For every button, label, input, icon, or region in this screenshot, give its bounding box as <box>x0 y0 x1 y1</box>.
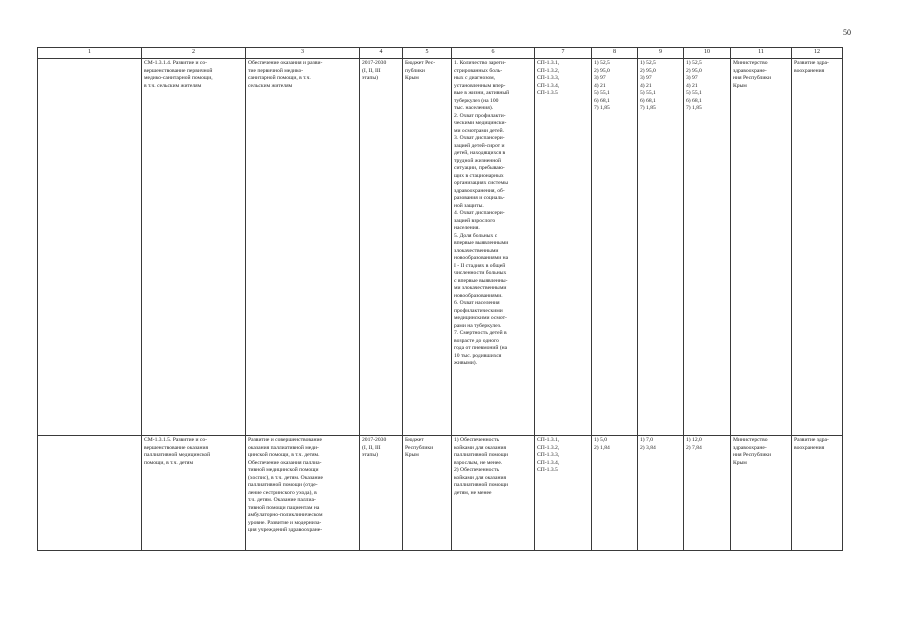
column-number: 6 <box>452 48 535 59</box>
measure-description-cell: Развитие и совершенствование оказания паллиативной меди- цинской помощи, в т.ч. детям. Обеспечение оказания паллиа- тивной медицинской помощи (хоспис), в т.ч. детям. Оказание паллиативной помощи (отде- ление сестринского ухода), в т.ч. детям. Оказание паллиа- тивной помощи пациентам на амбулаторно-поликлиническом уровне. Развитие и модерниза- ция учреждений здравоохране- <box>246 436 360 551</box>
measure-description-cell: Обеспечение оказания и разви- тие первичной медико- санитарной помощи, в т.ч. сельским жителям <box>246 59 360 436</box>
table-row <box>38 59 843 436</box>
page-number: 50 <box>843 28 851 37</box>
column-number: 7 <box>535 48 592 59</box>
column-number: 2 <box>142 48 246 59</box>
indicators-cell: 1. Количество зареги- стрированных боль- ных с диагнозом, установленным впер- вые в жизни, активный туберкулез (на 100 тыс. населения). 2. Охват профилакти- ческими медицински- ми осмотрами детей. 3. Охват диспансери- зацией детей-сирот и детей, находящихся в трудной жизненной ситуации, пребываю- щих в стационарных организациях системы здравоохранения, об- разования и социаль- ной защиты. 4. Охват диспансери- зацией взрослого населения. 5. Доля больных с впервые выявленными злокачественными новообразованиями на I - II стадиях в общей численности больных с впервые выявленны- ми злокачественными новообразованиями. 6. Охват населения профилактическими медицинскими осмот- рами на туберкулез. 7. Смертность детей в возрасте до одного года от пневмоний (на 10 тыс. родившихся живыми). <box>452 59 535 436</box>
target-values-cell: 1) 52,5 2) 95,0 3) 97 4) 21 5) 55,1 6) 68,1 7) 1,85 <box>684 59 731 436</box>
target-values-cell: 1) 12,0 2) 7,84 <box>684 436 731 551</box>
responsible-body-cell: Министерство здравоохране- ния Республики Крым <box>731 59 792 436</box>
column-number: 8 <box>592 48 638 59</box>
linked-goals-cell: СП-1.3.1, СП-1.3.2, СП-1.3.3, СП-1.3.4, СП-1.3.5 <box>535 436 592 551</box>
program-measures-table <box>37 47 843 551</box>
program-cell: Развитие здра- воохранения <box>792 59 843 436</box>
column-number: 11 <box>731 48 792 59</box>
row-number-cell <box>38 436 142 551</box>
column-number: 9 <box>638 48 684 59</box>
program-cell: Развитие здра- воохранения <box>792 436 843 551</box>
column-number: 3 <box>246 48 360 59</box>
column-number-row <box>38 48 843 59</box>
linked-goals-cell: СП-1.3.1, СП-1.3.2, СП-1.3.3, СП-1.3.4, СП-1.3.5 <box>535 59 592 436</box>
period-cell: 2017-2030 (I, II, III этапы) <box>360 436 403 551</box>
table-row <box>38 436 843 551</box>
responsible-body-cell: Министерство здравоохране- ния Республики Крым <box>731 436 792 551</box>
target-values-cell: 1) 52,5 2) 95,0 3) 97 4) 21 5) 55,1 6) 68,1 7) 1,85 <box>592 59 638 436</box>
target-values-cell: 1) 7,0 2) 3,84 <box>638 436 684 551</box>
target-values-cell: 1) 5,0 2) 1,84 <box>592 436 638 551</box>
column-number: 5 <box>403 48 452 59</box>
measure-code-cell: СМ-1.3.1.4. Развитие и со- вершенствование первичной медико-санитарной помощи, в т.ч. сельским жителям <box>142 59 246 436</box>
column-number: 4 <box>360 48 403 59</box>
measure-code-cell: СМ-1.3.1.5. Развитие и со- вершенствование оказания паллиативной медицинской помощи, в т.ч. детям <box>142 436 246 551</box>
target-values-cell: 1) 52,5 2) 95,0 3) 97 4) 21 5) 55,1 6) 68,1 7) 1,85 <box>638 59 684 436</box>
funding-source-cell: Бюджет Республики Крым <box>403 436 452 551</box>
funding-source-cell: Бюджет Рес- публики Крым <box>403 59 452 436</box>
indicators-cell: 1) Обеспеченность койками для оказания паллиативной помощи взрослым, не менее. 2) Обеспеченность койками для оказания паллиативной помощи детям, не менее <box>452 436 535 551</box>
column-number: 1 <box>38 48 142 59</box>
row-number-cell <box>38 59 142 436</box>
column-number: 10 <box>684 48 731 59</box>
column-number: 12 <box>792 48 843 59</box>
period-cell: 2017-2030 (I, II, III этапы) <box>360 59 403 436</box>
